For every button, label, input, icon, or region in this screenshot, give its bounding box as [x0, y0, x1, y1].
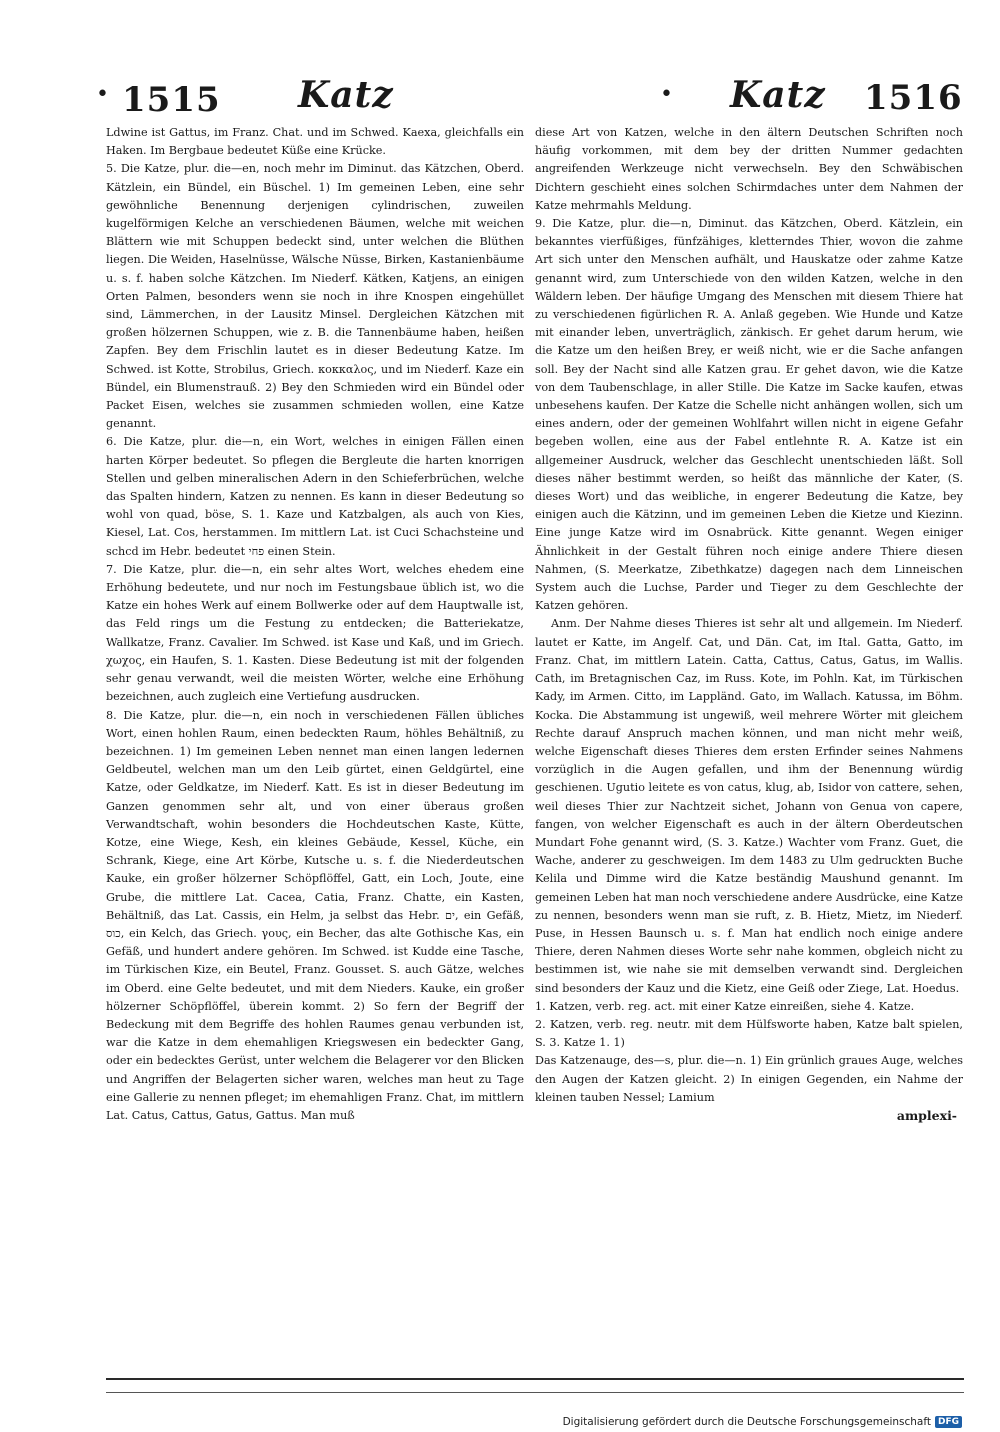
footer-text: Digitalisierung gefördert durch die Deutsche Forschungsgemeinschaft [562, 1416, 931, 1428]
page-number-right: 1516 [864, 78, 963, 118]
page-number-left: 1515 [122, 80, 221, 120]
entry-paragraph: 6. Die Katze, plur. die—n, ein Wort, welches in einigen Fällen einen harten Körper bedeutet. So pflegen die Bergleute die harten knorrigen Stellen und gelben mineralischen Adern in den Schieferbrüchen, welche das Spalten hindern, Katzen zu nennen. Es kann in dieser Bedeutung so wohl von quad, böse, S. 1. Kaze und Katzbalgen, als auch von Kies, Kiesel, Lat. Cos, herstammen. Im mittlern Lat. ist Cuci Schachsteine und schcd im Hebr. bedeutet פחי einen Stein. [106, 435, 524, 558]
catchword: amplexi- [896, 1107, 957, 1123]
running-head-left: Katz [298, 74, 394, 116]
entry-paragraph: 5. Die Katze, plur. die—en, noch mehr im Diminut. das Kätzchen, Oberd. Kätzlein, ein Bündel, ein Büschel. 1) Im gemeinen Leben, eine sehr gewöhnliche Benennung derjenigen cylindrischen, zuweilen kugelförmigen Kelche an verschiedenen Bäumen, welche mit weichen Blättern wie mit Schuppen bedeckt sind, unter welchen die Blüthen liegen. Die Weiden, Haselnüsse, Wälsche Nüsse, Birken, Kastanienbäume u. s. f. haben solche Kätzchen. Im Niederf. Kätken, Katjens, an einigen Orten Palmen, besonders wenn sie noch in ihre Knospen eingehüllet sind, Lämmerchen, in der Lausitz Minsel. Dergleichen Kätzchen mit großen hölzernen Schuppen, wie z. B. die Tannenbäume haben, heißen Zapfen. Bey dem Frischlin lautet es in dieser Bedeutung Katze. Im Schwed. ist Kotte, Strobilus, Griech. κοκκαλος, und im Niederf. Kaze ein Bündel, ein Blumenstrauß. 2) Bey den Schmieden wird ein Bündel oder Packet Eisen, welches sie zusammen schmieden wollen, eine Katze genannt. [106, 162, 524, 431]
running-head-right: Katz [730, 74, 826, 116]
page-header [0, 74, 1000, 130]
bottom-rule [106, 1378, 964, 1380]
dfg-logo: DFG [935, 1416, 962, 1428]
entry-paragraph: 8. Die Katze, plur. die—n, ein noch in verschiedenen Fällen übliches Wort, einen hohlen Raum, einen bedeckten Raum, höhles Behältniß, zu bezeichnen. 1) Im gemeinen Leben nennet man einen langen ledernen Geldbeutel, welchen man um den Leib gürtet, einen Geldgürtel, eine Katze, oder Geldkatze, im Niederf. Katt. Es ist in dieser Bedeutung im Ganzen genommen sehr alt, und von einer überaus großen Verwandtschaft, wohin besonders die Hochdeutschen Kaste, Kütte, Kotze, eine Wiege, Kesh, ein kleines Gebäude, Kessel, Küche, ein Schrank, Kiege, eine Art Körbe, Kutsche u. s. f. die Niederdeutschen Kauke, ein großer hölzerner Schöpflöffel, Gatt, ein Loch, Joute, eine Grube, die mittlere Lat. Cacea, Catia, Franz. Chatte, ein Kasten, Behältniß, das Lat. Cassis, ein Helm, ja selbst das Hebr. ים, ein Gefäß, כוס, ein Kelch, das Griech. γους, ein Becher, das alte Gothische Kas, ein Gefäß, und hundert andere gehören. Im Schwed. ist Kudde eine Tasche, im Türkischen Kize, ein Beutel, Franz. Gousset. S. auch Gätze, welches im Oberd. eine Gelte bedeutet, und mit dem Nieders. Kauke, ein großer hölzerner Schöpflöffel, überein kommt. 2) So fern der Begriff der Bedeckung mit dem Begriffe des hohlen Raumes genau verbunden ist, war die Katze in dem ehemahligen Kriegswesen ein bedeckter Gang, oder ein bedecktes Gerüst, unter welchem die Belagerer vor den Blicken und Angriffen der Belagerten sicher waren, welches man heut zu Tage eine Gallerie zu nennen pfleget; im ehemahligen Franz. Chat, im mittlern Lat. Catus, Cattus, Gatus, Gattus. Man muß [106, 708, 524, 1122]
right-column [535, 124, 963, 1125]
entry-paragraph: Das Katzenauge, des—s, plur. die—n. 1) Ein grünlich graues Auge, welches den Augen der Katzen gleicht. 2) In einigen Gegenden, ein Nahme der kleinen tauben Nessel; Lamium [535, 1054, 963, 1104]
bottom-rule-thin [106, 1392, 964, 1393]
bullet-mark: • [96, 82, 109, 107]
entry-paragraph: 7. Die Katze, plur. die—n, ein sehr altes Wort, welches ehedem eine Erhöhung bedeutete, und nur noch im Festungsbaue üblich ist, wo die Katze ein hohes Werk auf einem Bollwerke oder auf dem Hauptwalle ist, das Feld rings um die Festung zu entdecken; die Batteriekatze, Wallkatze, Franz. Cavalier. Im Schwed. ist Kase und Kaß, und im Griech. χωχος, ein Haufen, S. 1. Kasten. Diese Bedeutung ist mit der folgenden sehr genau verwandt, weil die meisten Wörter, welche eine Erhöhung bezeichnen, auch zugleich eine Vertiefung ausdrucken. [106, 562, 524, 704]
entry-paragraph: 2. Katzen, verb. reg. neutr. mit dem Hülfsworte haben, Katze balt spielen, S. 3. Katze 1. 1) [535, 1017, 963, 1050]
entry-paragraph: 9. Die Katze, plur. die—n, Diminut. das Kätzchen, Oberd. Kätzlein, ein bekanntes vierfüßiges, fünfzähiges, kletterndes Thier, wovon die zahme Art sich unter den Menschen aufhält, und Hauskatze oder zahme Katze genannt wird, zum Unterschiede von den wilden Katzen, welche in den Wäldern leben. Der häufige Umgang des Menschen mit diesem Thiere hat zu verschiedenen figürlichen R. A. Anlaß gegeben. Wie Hunde und Katze mit einander leben, unverträglich, zänkisch. Er gehet darum herum, wie die Katze um den heißen Brey, er weiß nicht, wie er die Sache anfangen soll. Bey der Nacht sind alle Katzen grau. Er gehet davon, wie die Katze von dem Taubenschlage, in aller Stille. Die Katze im Sacke kaufen, etwas unbesehens kaufen. Der Katze die Schelle nicht anhängen wollen, sich um eines andern, oder der gemeinen Wohlfahrt willen nicht in eigene Gefahr begeben wollen, eine aus der Fabel entlehnte R. A. Katze ist ein allgemeiner Ausdruck, welcher das Geschlecht unentschieden läßt. Soll dieses näher bestimmt werden, so heißt das männliche der Kater, (S. dieses Wort) und das weibliche, in engerer Bedeutung die Katze, bey einigen auch die Kätzinn, und im gemeinen Leben die Kietze und Kiezinn. Eine junge Katze wird im Osnabrück. Kitte genannt. Wegen einiger Ähnlichkeit in der Gestalt führen noch einige andere Thiere diesen Nahmen, (S. Meerkatze, Zibethkatze) dagegen nach dem Linneischen System auch die Luchse, Parder und Tieger zu dem Geschlechte der Katzen gehören. [535, 217, 963, 613]
entry-paragraph: 1. Katzen, verb. reg. act. mit einer Katze einreißen, siehe 4. Katze. [535, 999, 915, 1013]
bullet-mark: • [660, 82, 673, 107]
digitization-footer [563, 1413, 962, 1431]
annotation-paragraph: Anm. Der Nahme dieses Thieres ist sehr alt und allgemein. Im Niederf. lautet er Katte, im Angelf. Cat, und Dän. Cat, im Ital. Gatta, Gatto, im Franz. Chat, im mittlern Latein. Catta, Cattus, Catus, Gatus, im Wallis. Cath, im Bretagnischen Caz, im Russ. Kote, im Pohln. Kat, im Türkischen Kady, im Armen. Citto, im Lappländ. Gato, im Wallach. Katussa, im Böhm. Kocka. Die Abstammung ist ungewiß, weil mehrere Wörter mit gleichem Rechte darauf Anspruch machen können, und man nicht mehr weiß, welche Eigenschaft dieses Thieres dem ersten Erfinder seines Nahmens vorzüglich in die Augen gefallen, und ihm der Benennung würdig geschienen. Ugutio leitete es von catus, klug, ab, Isidor von cattere, sehen, weil dieses Thier zur Nachtzeit sichet, Johann von Genua von capere, fangen, von welcher Eigenschaft es auch in der ältern Oberdeutschen Mundart Fohe genannt wird, (S. 3. Katze.) Wachter vom Franz. Guet, die Wache, anderer zu geschweigen. Im dem 1483 zu Ulm gedruckten Buche Kelila und Dimme wird die Katze beständig Maushund genannt. Im gemeinen Leben hat man noch verschiedene andere Ausdrücke, eine Katze zu nennen, besonders wenn man sie ruft, z. B. Hietz, Mietz, im Niederf. Puse, in Hessen Baunsch u. s. f. Man hat endlich noch einige andere Thiere, deren Nahmen dieses Worte sehr nahe kommen, obgleich nicht zu bestimmen ist, wie nahe sie mit demselben verwandt sind. Dergleichen sind besonders der Kauz und die Kietz, eine Geiß oder Ziege, Lat. Hoedus. [535, 617, 964, 995]
entry-paragraph: Ldwine ist Gattus, im Franz. Chat. und im Schwed. Kaexa, gleichfalls ein Haken. Im Bergbaue bedeutet Küße eine Krücke. [106, 126, 524, 158]
entry-paragraph: diese Art von Katzen, welche in den ältern Deutschen Schriften noch häufig vorkommen, mit dem bey der dritten Nummer gedachten angreifenden Werkzeuge nicht verwechseln. Bey den Schwäbischen Dichtern geschieht eines solchen Schirmdaches unter dem Nahmen der Katze mehrmahls Meldung. [535, 126, 963, 212]
left-column [106, 124, 524, 1125]
